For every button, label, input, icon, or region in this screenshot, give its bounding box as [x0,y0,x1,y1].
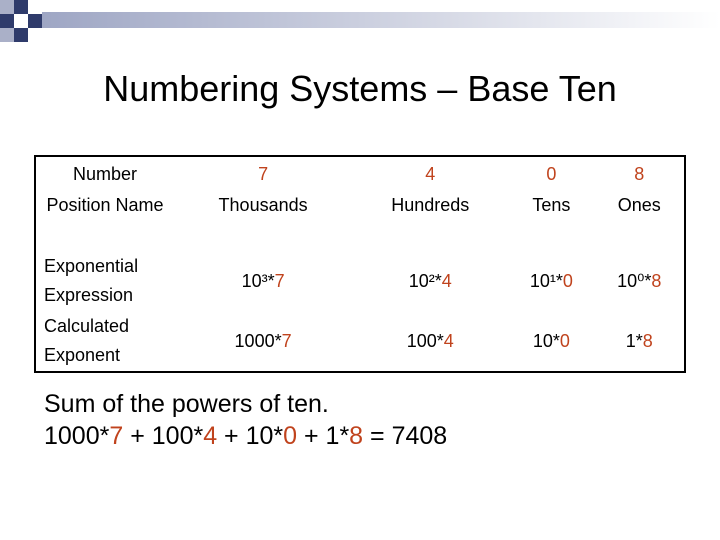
cell-text: Ones [617,195,661,215]
table-cell [352,191,508,251]
table-cell [508,191,594,251]
cell-digit: 4 [443,330,454,351]
equation-digit: 4 [203,422,218,450]
table-cell [508,311,594,372]
cell-digit: 7 [258,163,269,184]
cell-text: 1000* [234,330,282,351]
row-header: Position Name [46,195,164,215]
cell-digit: 8 [634,163,645,184]
decorative-header-bar [0,0,720,48]
table-cell [174,191,352,251]
sum-line-1: Sum of the powers of ten. [44,390,329,418]
table-cell [352,251,508,311]
cell-text: 10¹* [529,270,563,291]
cell-digit: 4 [425,163,436,184]
equation-text: + 1* [297,422,350,450]
table-row [35,311,685,372]
table-row [35,251,685,311]
table-cell [594,311,685,372]
sum-explanation [44,388,447,452]
cell-text: 100* [406,330,444,351]
row-header: Calculated Exponent [44,316,130,365]
sum-equation [44,420,447,452]
table-cell [174,311,352,372]
slide-title: Numbering Systems – Base Ten [103,68,617,109]
cell-text: 1* [625,330,643,351]
table-cell [508,156,594,191]
equation-text: + 10* [217,422,284,450]
table-cell [594,156,685,191]
table-row [35,156,685,191]
equation-digit: 0 [283,422,298,450]
row-header: Exponential Expression [44,256,139,305]
cell-text: 10²* [408,270,442,291]
cell-digit: 8 [651,270,662,291]
cell-text: Thousands [218,195,308,215]
cell-text: 10⁰* [617,270,652,291]
equation-text: 1000* [44,422,110,450]
table-cell [352,156,508,191]
table-cell [174,251,352,311]
cell-digit: 4 [441,270,452,291]
table-cell [594,191,685,251]
base-ten-table [34,155,686,373]
table-cell [174,156,352,191]
cell-digit: 8 [642,330,653,351]
cell-digit: 0 [559,330,570,351]
cell-text: Tens [532,195,571,215]
cell-digit: 0 [562,270,573,291]
cell-digit: 7 [281,330,292,351]
cell-digit: 7 [274,270,285,291]
cell-text: 10* [532,330,560,351]
row-header: Number [72,163,138,184]
table-row [35,191,685,251]
table-cell [594,251,685,311]
equation-digit: 7 [109,422,124,450]
cell-digit: 0 [546,163,557,184]
cell-text: 10³* [241,270,275,291]
equation-digit: 8 [349,422,364,450]
equation-text: + 100* [123,422,204,450]
equation-text: = 7408 [363,422,448,450]
cell-text: Hundreds [391,195,470,215]
table-cell [352,311,508,372]
table-cell [508,251,594,311]
